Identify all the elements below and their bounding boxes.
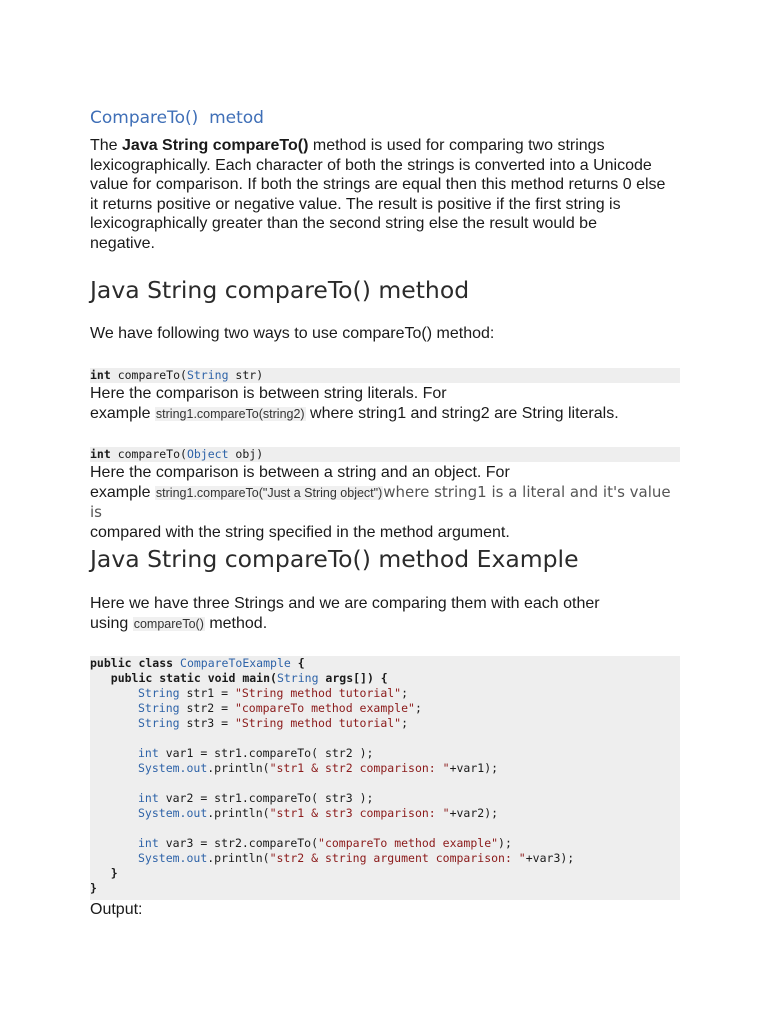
code-method: main( — [235, 671, 277, 685]
desc-text: where string1 is a literal and it's value is — [90, 482, 671, 522]
signature-object — [90, 447, 680, 462]
code-string: "String method tutorial" — [234, 716, 402, 730]
code-method: compareTo( — [110, 447, 187, 461]
code-type: System — [138, 851, 180, 865]
code-brace: { — [290, 656, 305, 670]
code-param: str) — [228, 368, 264, 382]
code-text: +var1); — [449, 761, 499, 775]
code-text: str2 = — [179, 701, 235, 715]
intro-line: negative. — [90, 234, 155, 252]
intro-line: it returns positive or negative value. The result is positive if the first string is — [90, 195, 621, 213]
code-line — [138, 701, 422, 716]
code-string: "str1 & str2 comparison: " — [269, 761, 450, 775]
intro-text-end: method is used for comparing two strings — [308, 137, 605, 154]
code-text: ; — [414, 701, 422, 715]
code-line — [90, 671, 388, 686]
code-type: System — [138, 806, 180, 820]
code-type: String — [276, 671, 319, 685]
code-type: Object — [186, 447, 229, 461]
intro-line: value for comparison. If both the strings are equal then this method returns 0 else — [90, 176, 666, 194]
code-string: "compareTo method example" — [318, 836, 499, 850]
code-text: var1 = str1.compareTo( str2 ); — [158, 746, 374, 760]
code-keyword: int — [90, 368, 111, 382]
desc-text: method. — [204, 614, 268, 632]
code-text: ; — [401, 686, 409, 700]
code-line — [138, 761, 498, 776]
intro-line: lexicographically greater than the second string else the result would be — [90, 215, 597, 233]
code-string: "String method tutorial" — [234, 686, 402, 700]
code-text: str3 = — [179, 716, 235, 730]
code-type: String — [138, 686, 180, 700]
desc-text: example — [90, 404, 155, 422]
heading-compareto-example: Java String compareTo() method Example — [90, 545, 579, 573]
signature-string-description — [90, 384, 682, 424]
code-text: .println( — [207, 806, 270, 820]
code-keyword: int — [90, 447, 111, 461]
code-type: System — [138, 761, 180, 775]
code-class-name: CompareToExample — [173, 656, 291, 670]
code-line — [138, 806, 498, 821]
code-string: "str2 & string argument comparison: " — [269, 851, 526, 865]
code-text: +var2); — [449, 806, 499, 820]
code-text: +var3); — [525, 851, 575, 865]
code-field: .out — [179, 806, 208, 820]
code-string: "compareTo method example" — [234, 701, 415, 715]
signature-string — [90, 368, 680, 383]
desc-text: where string1 and string2 are String literals. — [305, 404, 619, 422]
inline-code: compareTo() — [133, 616, 204, 631]
desc-line: compared with the string specified in the method argument. — [90, 523, 510, 541]
signature-object-description — [90, 463, 682, 542]
code-block — [90, 656, 680, 900]
desc-text: example — [90, 483, 155, 501]
code-field: .out — [179, 851, 208, 865]
code-type: String — [138, 701, 180, 715]
desc-text: using — [90, 614, 133, 632]
code-line — [138, 746, 373, 761]
code-type: String — [186, 368, 229, 382]
intro-paragraph — [90, 136, 682, 254]
intro-text-start: The — [90, 137, 123, 154]
inline-code: string1.compareTo("Just a String object") — [155, 485, 383, 500]
code-text: var2 = str1.compareTo( str3 ); — [158, 791, 374, 805]
code-line: } — [90, 881, 97, 895]
code-line — [138, 836, 512, 851]
code-keyword: int — [138, 791, 159, 805]
code-keyword: int — [138, 836, 159, 850]
code-text: ); — [498, 836, 512, 850]
code-string: "str1 & str3 comparison: " — [269, 806, 450, 820]
intro-line: lexicographically. Each character of both the strings is converted into a Unicode — [90, 156, 652, 174]
code-text: .println( — [207, 851, 270, 865]
code-line — [90, 656, 305, 671]
heading-compareto-method: Java String compareTo() method — [90, 276, 470, 304]
desc-line: Here the comparison is between a string and an object. For — [90, 464, 510, 481]
code-text: var3 = str2.compareTo( — [158, 836, 319, 850]
code-param: obj) — [228, 447, 264, 461]
intro-bold-method: Java String compareTo() — [122, 137, 309, 154]
code-text: str1 = — [179, 686, 235, 700]
code-line: } — [90, 866, 118, 880]
code-type: String — [138, 716, 180, 730]
code-param: args[]) { — [318, 671, 388, 685]
code-keyword: public static void — [90, 671, 236, 685]
inline-code: string1.compareTo(string2) — [155, 406, 305, 421]
code-text: ; — [401, 716, 409, 730]
code-line — [138, 716, 408, 731]
code-text: .println( — [207, 761, 270, 775]
section-title: CompareTo() metod — [90, 108, 264, 128]
code-line — [138, 851, 574, 866]
code-line — [138, 686, 408, 701]
code-keyword: public class — [90, 656, 174, 670]
code-keyword: int — [138, 746, 159, 760]
code-line — [138, 791, 373, 806]
code-method: compareTo( — [110, 368, 187, 382]
desc-line: Here we have three Strings and we are comparing them with each other — [90, 595, 600, 612]
output-label: Output: — [90, 901, 143, 918]
code-field: .out — [179, 761, 208, 775]
desc-line: Here the comparison is between string literals. For — [90, 385, 447, 402]
ways-text: We have following two ways to use compareTo() method: — [90, 325, 495, 342]
example-description — [90, 594, 682, 634]
